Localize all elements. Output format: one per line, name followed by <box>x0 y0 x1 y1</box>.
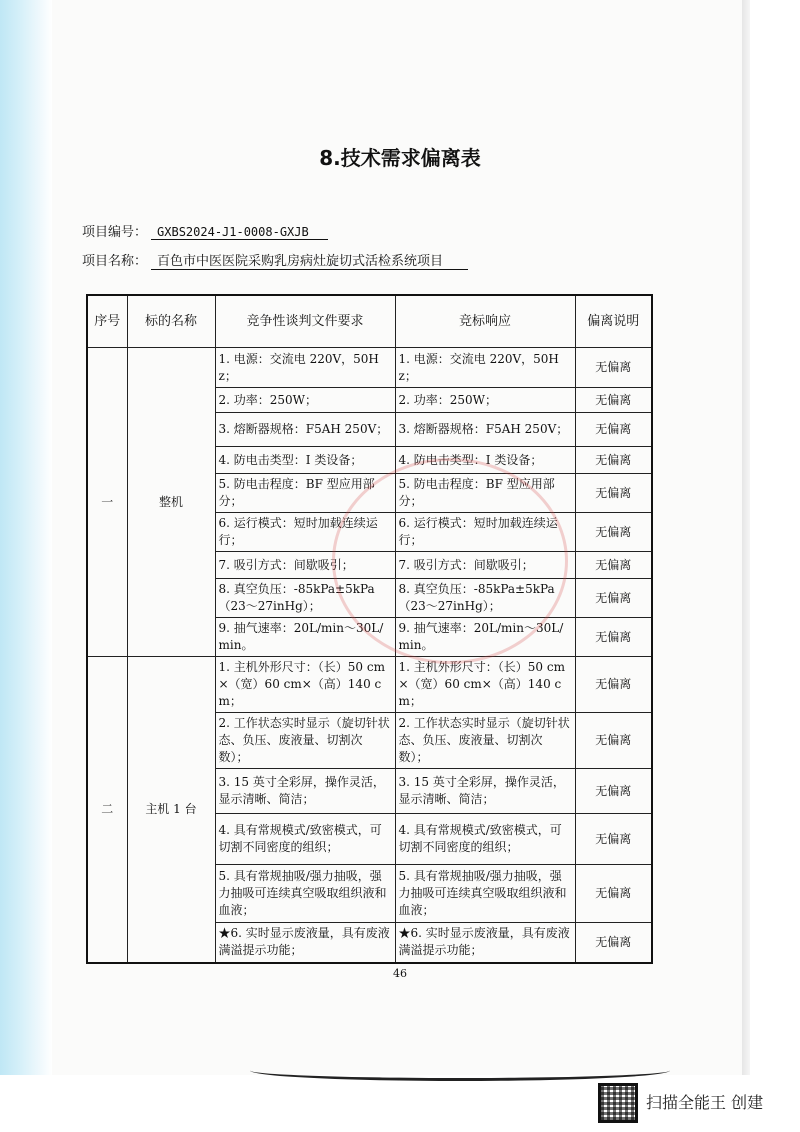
response-cell: ★6. 实时显示废液量，具有废液满溢提示功能； <box>395 923 575 963</box>
requirement-cell: 8. 真空负压：-85kPa±5kPa（23～27inHg）； <box>215 579 395 618</box>
response-cell: 1. 主机外形尺寸：（长）50 cm ×（宽）60 cm×（高）140 cm； <box>395 657 575 713</box>
requirement-cell: 2. 功率：250W； <box>215 388 395 413</box>
table-row <box>87 348 652 388</box>
header-index: 序号 <box>87 295 127 348</box>
header-response: 竞标响应 <box>395 295 575 348</box>
response-cell: 4. 具有常规模式/致密模式，可切割不同密度的组织； <box>395 814 575 865</box>
response-cell: 3. 15 英寸全彩屏，操作灵活，显示清晰、简洁； <box>395 769 575 814</box>
requirement-cell: 6. 运行模式：短时加载连续运行； <box>215 513 395 552</box>
requirement-cell: 3. 15 英寸全彩屏，操作灵活，显示清晰、简洁； <box>215 769 395 814</box>
response-cell: 2. 工作状态实时显示（旋切针状态、负压、废液量、切割次数）； <box>395 713 575 769</box>
deviation-cell: 无偏离 <box>575 865 652 923</box>
deviation-cell: 无偏离 <box>575 713 652 769</box>
deviation-cell: 无偏离 <box>575 814 652 865</box>
table-header-row <box>87 295 652 348</box>
deviation-cell: 无偏离 <box>575 657 652 713</box>
deviation-cell: 无偏离 <box>575 579 652 618</box>
header-requirement: 竞争性谈判文件要求 <box>215 295 395 348</box>
requirement-cell: 9. 抽气速率：20L/min～30L/min。 <box>215 618 395 657</box>
group-index: 二 <box>87 657 127 963</box>
requirement-cell: 1. 主机外形尺寸：（长）50 cm ×（宽）60 cm×（高）140 cm； <box>215 657 395 713</box>
header-item-name: 标的名称 <box>127 295 215 348</box>
response-cell: 9. 抽气速率：20L/min～30L/min。 <box>395 618 575 657</box>
deviation-cell: 无偏离 <box>575 388 652 413</box>
response-cell: 8. 真空负压：-85kPa±5kPa（23～27inHg）； <box>395 579 575 618</box>
requirement-cell: 1. 电源：交流电 220V，50Hz； <box>215 348 395 388</box>
response-cell: 5. 具有常规抽吸/强力抽吸，强力抽吸可连续真空吸取组织液和血液； <box>395 865 575 923</box>
group-item-name: 整机 <box>127 348 215 657</box>
deviation-cell: 无偏离 <box>575 513 652 552</box>
response-cell: 2. 功率：250W； <box>395 388 575 413</box>
project-name-value: 百色市中医医院采购乳房病灶旋切式活检系统项目 <box>151 250 468 270</box>
page-curl-edge <box>250 1060 670 1081</box>
response-cell: 7. 吸引方式：间歇吸引； <box>395 552 575 579</box>
deviation-cell: 无偏离 <box>575 552 652 579</box>
deviation-cell: 无偏离 <box>575 618 652 657</box>
header-deviation: 偏离说明 <box>575 295 652 348</box>
group-item-name: 主机 1 台 <box>127 657 215 963</box>
response-cell: 4. 防电击类型：I 类设备； <box>395 447 575 474</box>
project-code-label: 项目编号： <box>82 225 148 240</box>
table-row <box>87 657 652 713</box>
group-index: 一 <box>87 348 127 657</box>
project-code <box>82 221 328 240</box>
response-cell: 1. 电源：交流电 220V，50Hz； <box>395 348 575 388</box>
project-name-label: 项目名称： <box>82 254 148 269</box>
response-cell: 6. 运行模式：短时加载连续运行； <box>395 513 575 552</box>
requirement-cell: 7. 吸引方式：间歇吸引； <box>215 552 395 579</box>
requirement-cell: 5. 防电击程度：BF 型应用部分； <box>215 474 395 513</box>
response-cell: 5. 防电击程度：BF 型应用部分； <box>395 474 575 513</box>
project-name <box>82 250 468 270</box>
page-title: 8.技术需求偏离表 <box>319 146 481 170</box>
deviation-cell: 无偏离 <box>575 769 652 814</box>
deviation-cell: 无偏离 <box>575 413 652 447</box>
requirement-cell: 4. 具有常规模式/致密模式，可切割不同密度的组织； <box>215 814 395 865</box>
requirement-cell: 3. 熔断器规格：F5AH 250V； <box>215 413 395 447</box>
requirement-cell: 5. 具有常规抽吸/强力抽吸，强力抽吸可连续真空吸取组织液和血液； <box>215 865 395 923</box>
deviation-cell: 无偏离 <box>575 348 652 388</box>
project-code-value: GXBS2024-J1-0008-GXJB <box>151 225 328 240</box>
deviation-cell: 无偏离 <box>575 447 652 474</box>
page-number: 46 <box>393 967 407 980</box>
qr-code-icon <box>598 1083 638 1123</box>
scanner-watermark: 扫描全能王 创建 <box>646 1093 764 1112</box>
deviation-table <box>86 294 653 964</box>
requirement-cell: 2. 工作状态实时显示（旋切针状态、负压、废液量、切割次数）； <box>215 713 395 769</box>
response-cell: 3. 熔断器规格：F5AH 250V； <box>395 413 575 447</box>
requirement-cell: ★6. 实时显示废液量，具有废液满溢提示功能； <box>215 923 395 963</box>
deviation-cell: 无偏离 <box>575 923 652 963</box>
requirement-cell: 4. 防电击类型：I 类设备； <box>215 447 395 474</box>
deviation-cell: 无偏离 <box>575 474 652 513</box>
